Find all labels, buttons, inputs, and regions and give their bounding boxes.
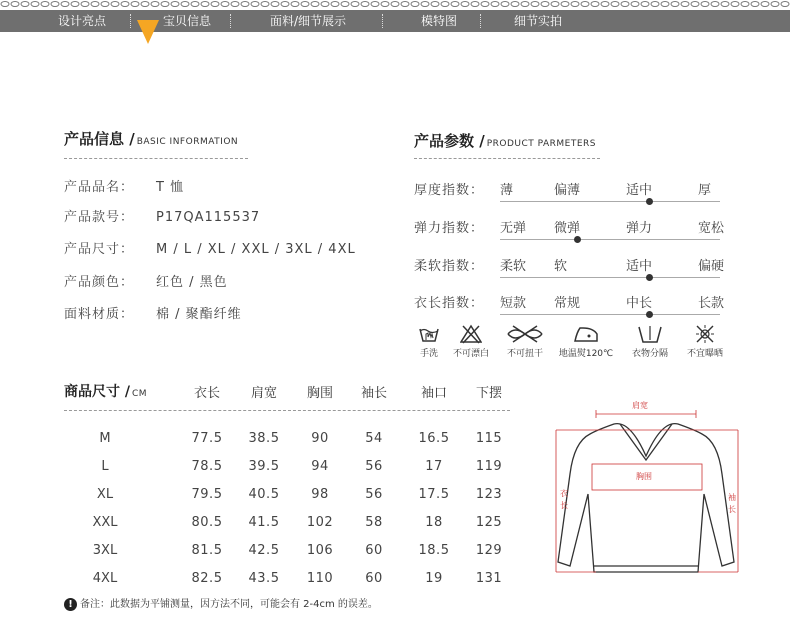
param-option: 长款 xyxy=(698,296,725,311)
size-cell: 60 xyxy=(365,543,383,558)
size-name: XL xyxy=(96,487,114,502)
size-cell: 40.5 xyxy=(248,487,280,502)
size-name: M xyxy=(99,431,111,446)
tab-fabric-details[interactable]: 面料/细节展示 xyxy=(270,14,347,28)
care-hand-wash xyxy=(414,324,444,359)
decorative-chain-border xyxy=(0,0,790,8)
size-cell: 81.5 xyxy=(191,543,223,558)
size-cell: 18.5 xyxy=(418,543,450,558)
param-option: 偏薄 xyxy=(554,183,581,198)
params-title xyxy=(414,130,596,151)
size-cell: 19 xyxy=(425,571,443,586)
diagram-length-label-2: 长 xyxy=(560,501,568,510)
info-label: 产品品名： xyxy=(64,180,135,195)
size-cell: 39.5 xyxy=(248,459,280,474)
size-cell: 17.5 xyxy=(418,487,450,502)
size-cell: 58 xyxy=(365,515,383,530)
no-sun-dry-icon xyxy=(694,324,716,344)
measurement-note xyxy=(64,595,378,611)
info-label: 面料材质： xyxy=(64,307,135,322)
size-cell: 129 xyxy=(475,543,503,558)
size-cell: 60 xyxy=(365,571,383,586)
tab-detail-shots[interactable]: 细节实拍 xyxy=(514,14,563,28)
param-row xyxy=(414,179,724,209)
size-cell: 123 xyxy=(475,487,503,502)
param-option: 常规 xyxy=(554,296,581,311)
size-name: 4XL xyxy=(92,571,118,586)
size-cell: 78.5 xyxy=(191,459,223,474)
param-scale-line xyxy=(500,201,720,202)
size-table-title xyxy=(64,381,147,401)
size-cell: 56 xyxy=(365,487,383,502)
divider xyxy=(414,158,600,159)
tab-separator xyxy=(230,14,231,28)
tab-separator xyxy=(130,14,131,28)
param-option: 软 xyxy=(554,259,568,274)
param-label: 柔软指数： xyxy=(414,259,485,274)
param-label: 厚度指数： xyxy=(414,183,485,198)
basic-info-title xyxy=(64,128,238,149)
info-row-sizes xyxy=(64,238,356,257)
wash-separately-icon xyxy=(637,324,663,344)
param-level-dot xyxy=(646,311,653,318)
diagram-chest-label: 胸围 xyxy=(636,472,652,481)
param-option: 偏硬 xyxy=(698,259,725,274)
info-label: 产品尺寸： xyxy=(64,242,135,257)
tab-model-photos[interactable]: 模特图 xyxy=(421,14,458,28)
param-label: 衣长指数： xyxy=(414,296,485,311)
no-bleach-icon xyxy=(460,324,482,344)
param-option: 微弹 xyxy=(554,221,581,236)
basic-info-title-en: BASIC INFORMATION xyxy=(136,137,239,147)
tab-separator xyxy=(382,14,383,28)
care-wash-separately xyxy=(624,324,676,359)
measurement-diagram xyxy=(552,394,742,582)
note-text: 备注：此数据为平铺测量，因方法不同，可能会有 2-4cm 的误差。 xyxy=(80,599,378,610)
size-cell: 125 xyxy=(475,515,503,530)
divider xyxy=(64,410,510,411)
care-label: 衣物分隔 xyxy=(631,349,668,359)
info-row-material xyxy=(64,303,242,322)
param-option: 薄 xyxy=(500,183,514,198)
param-option: 短款 xyxy=(500,296,527,311)
param-option: 适中 xyxy=(626,259,653,274)
size-cell: 110 xyxy=(306,571,334,586)
size-cell: 41.5 xyxy=(248,515,280,530)
care-no-wring xyxy=(501,324,549,359)
size-cell: 90 xyxy=(311,431,329,446)
tab-product-info[interactable]: 宝贝信息 xyxy=(163,14,212,28)
size-cell: 94 xyxy=(311,459,329,474)
care-no-sun-dry xyxy=(680,324,730,359)
size-cell: 16.5 xyxy=(418,431,450,446)
param-row xyxy=(414,292,724,322)
size-name: 3XL xyxy=(92,543,118,558)
size-column-header: 肩宽 xyxy=(250,386,277,401)
param-option: 中长 xyxy=(626,296,653,311)
size-column-header: 胸围 xyxy=(306,386,333,401)
basic-info-title-cn: 产品信息 / xyxy=(64,130,135,148)
top-nav-bar xyxy=(0,0,790,36)
info-value: 红色 / 黑色 xyxy=(156,275,228,290)
size-cell: 98 xyxy=(311,487,329,502)
size-name: L xyxy=(101,459,109,474)
param-scale-line xyxy=(500,277,720,278)
size-cell: 119 xyxy=(475,459,503,474)
param-row xyxy=(414,217,724,247)
size-column-header: 衣长 xyxy=(193,386,220,401)
param-option: 弹力 xyxy=(626,221,653,236)
size-cell: 43.5 xyxy=(248,571,280,586)
size-cell: 131 xyxy=(475,571,503,586)
diagram-sleeve-label-2: 长 xyxy=(728,505,736,514)
nav-band xyxy=(0,10,790,32)
shirt-outline xyxy=(558,424,734,572)
size-column-header: 袖口 xyxy=(420,386,447,401)
hand-wash-icon xyxy=(418,324,440,344)
divider xyxy=(64,158,248,159)
param-option: 无弹 xyxy=(500,221,527,236)
size-cell: 56 xyxy=(365,459,383,474)
care-label: 手洗 xyxy=(419,349,438,359)
info-value: M / L / XL / XXL / 3XL / 4XL xyxy=(156,242,356,257)
size-cell: 82.5 xyxy=(191,571,223,586)
tab-separator xyxy=(480,14,481,28)
param-level-dot xyxy=(646,274,653,281)
info-value: T 恤 xyxy=(156,180,185,195)
info-value: 棉 / 聚酯纤维 xyxy=(156,307,242,322)
diagram-shoulder-label: 肩宽 xyxy=(632,401,648,410)
no-wring-icon xyxy=(505,324,545,344)
size-title-cn: 商品尺寸 / xyxy=(64,384,130,400)
param-option: 适中 xyxy=(626,183,653,198)
size-name: XXL xyxy=(92,515,118,530)
size-cell: 80.5 xyxy=(191,515,223,530)
size-cell: 106 xyxy=(306,543,334,558)
size-cell: 38.5 xyxy=(248,431,280,446)
param-scale-line xyxy=(500,239,720,240)
care-no-bleach xyxy=(447,324,495,359)
info-row-name xyxy=(64,176,184,195)
param-option: 厚 xyxy=(698,183,712,198)
info-label: 产品颜色： xyxy=(64,275,135,290)
size-cell: 79.5 xyxy=(191,487,223,502)
care-label: 不宜曝晒 xyxy=(686,349,723,359)
size-cell: 17 xyxy=(425,459,443,474)
size-unit: CM xyxy=(132,389,148,399)
info-row-style-no xyxy=(64,206,260,225)
param-level-dot xyxy=(646,198,653,205)
param-level-dot xyxy=(574,236,581,243)
params-title-cn: 产品参数 / xyxy=(414,132,485,150)
tab-design-highlights[interactable]: 设计亮点 xyxy=(58,14,107,28)
param-label: 弹力指数： xyxy=(414,221,485,236)
params-title-en: PRODUCT PARMETERS xyxy=(486,139,596,149)
size-column-header: 下摆 xyxy=(475,386,502,401)
size-cell: 18 xyxy=(425,515,443,530)
size-cell: 77.5 xyxy=(191,431,223,446)
warning-icon: ! xyxy=(64,598,77,611)
param-row xyxy=(414,255,724,285)
size-cell: 42.5 xyxy=(248,543,280,558)
param-option: 宽松 xyxy=(698,221,725,236)
size-column-header: 袖长 xyxy=(360,386,387,401)
care-label: 不可扭干 xyxy=(506,349,543,359)
diagram-sleeve-label-1: 袖 xyxy=(728,493,736,502)
diagram-length-label-1: 衣 xyxy=(560,489,568,498)
size-cell: 115 xyxy=(475,431,503,446)
measure-lines xyxy=(556,410,738,572)
active-tab-arrow-icon xyxy=(137,20,159,44)
care-label: 不可漂白 xyxy=(452,349,489,359)
size-cell: 102 xyxy=(306,515,334,530)
info-label: 产品款号： xyxy=(64,210,135,225)
info-row-colors xyxy=(64,271,228,290)
care-iron xyxy=(556,324,616,359)
info-value: P17QA115537 xyxy=(156,210,261,225)
param-option: 柔软 xyxy=(500,259,527,274)
param-scale-line xyxy=(500,314,720,315)
iron-icon xyxy=(573,324,599,344)
size-cell: 54 xyxy=(365,431,383,446)
care-label: 地温熨120℃ xyxy=(558,349,614,359)
